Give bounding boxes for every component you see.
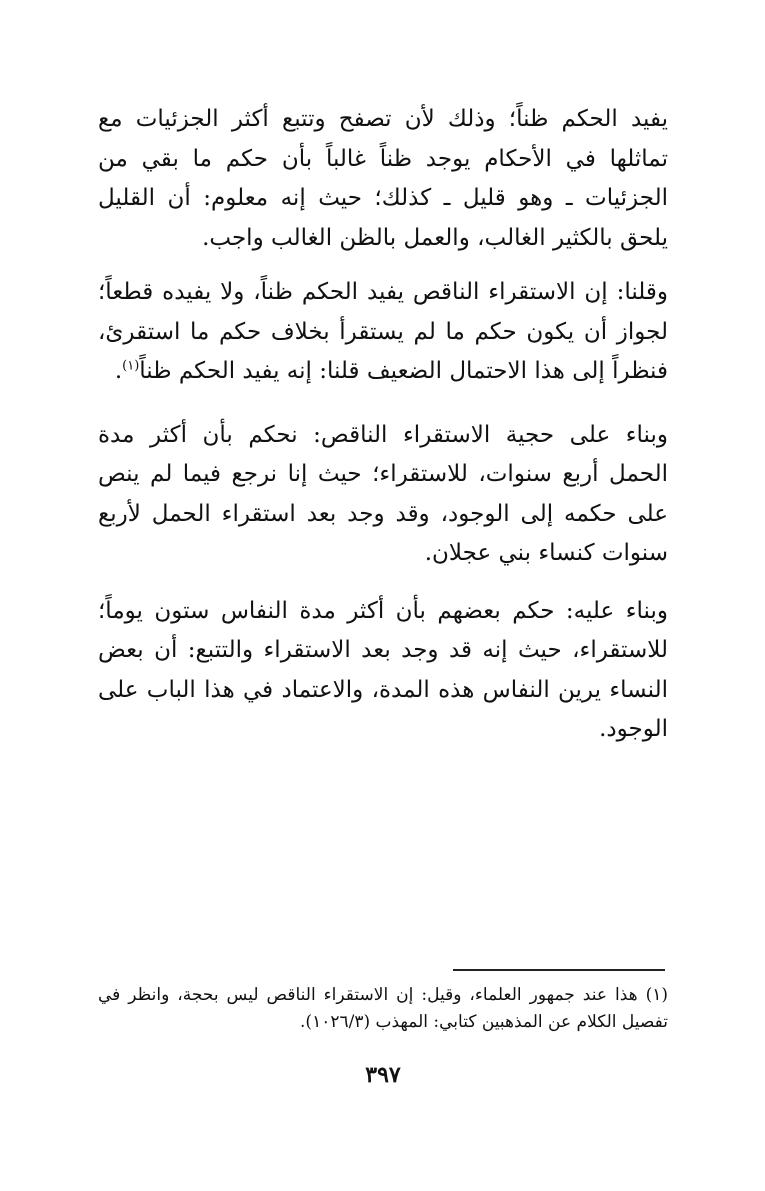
paragraph-2-text: وقلنا: إن الاستقراء الناقص يفيد الحكم ظناً، ولا يفيده قطعاً؛ لجواز أن يكون حكم ما لم يستقرأ بخلاف حكم ما استقرئ، فنظراً إلى هذا الاحتمال الضعيف قلنا: إنه يفيد الحكم ظناً [98,279,668,384]
main-text [98,100,668,767]
paragraph-1: يفيد الحكم ظناً؛ وذلك لأن تصفح وتتبع أكثر الجزئيات مع تماثلها في الأحكام يوجد ظناً غالباً بأن حكم ما بقي من الجزئيات ـ وهو قليل ـ كذلك؛ حيث إنه معلوم: أن القليل يلحق بالكثير الغالب، والعمل بالظن الغالب واجب. [98,106,668,251]
page-number: ٣٩٧ [365,1062,401,1088]
footnote-reference: (١) [122,358,140,374]
paragraph-3: وبناء على حجية الاستقراء الناقص: نحكم بأن أكثر مدة الحمل أربع سنوات، للاستقراء؛ حيث إنا نرجع فيما لم ينص على حكمه إلى الوجود، وقد وجد بعد استقراء الحمل لأربع سنوات كنساء بني عجلان. [98,421,668,566]
footnote-divider [453,969,665,971]
paragraph-2-end: . [114,358,123,384]
paragraph-4: وبناء عليه: حكم بعضهم بأن أكثر مدة النفاس ستون يوماً؛ للاستقراء، حيث إنه قد وجد بعد الاستقراء والتتبع: أن بعض النساء يرين النفاس هذه المدة، والاعتماد في هذا الباب على الوجود. [98,597,668,742]
footnote: (١) هذا عند جمهور العلماء، وقيل: إن الاستقراء الناقص ليس بحجة، وانظر في تفصيل الكلام عن المذهبين كتابي: المهذب (١٠٢٦/٣). [98,985,668,1032]
paragraph-2 [98,273,668,392]
